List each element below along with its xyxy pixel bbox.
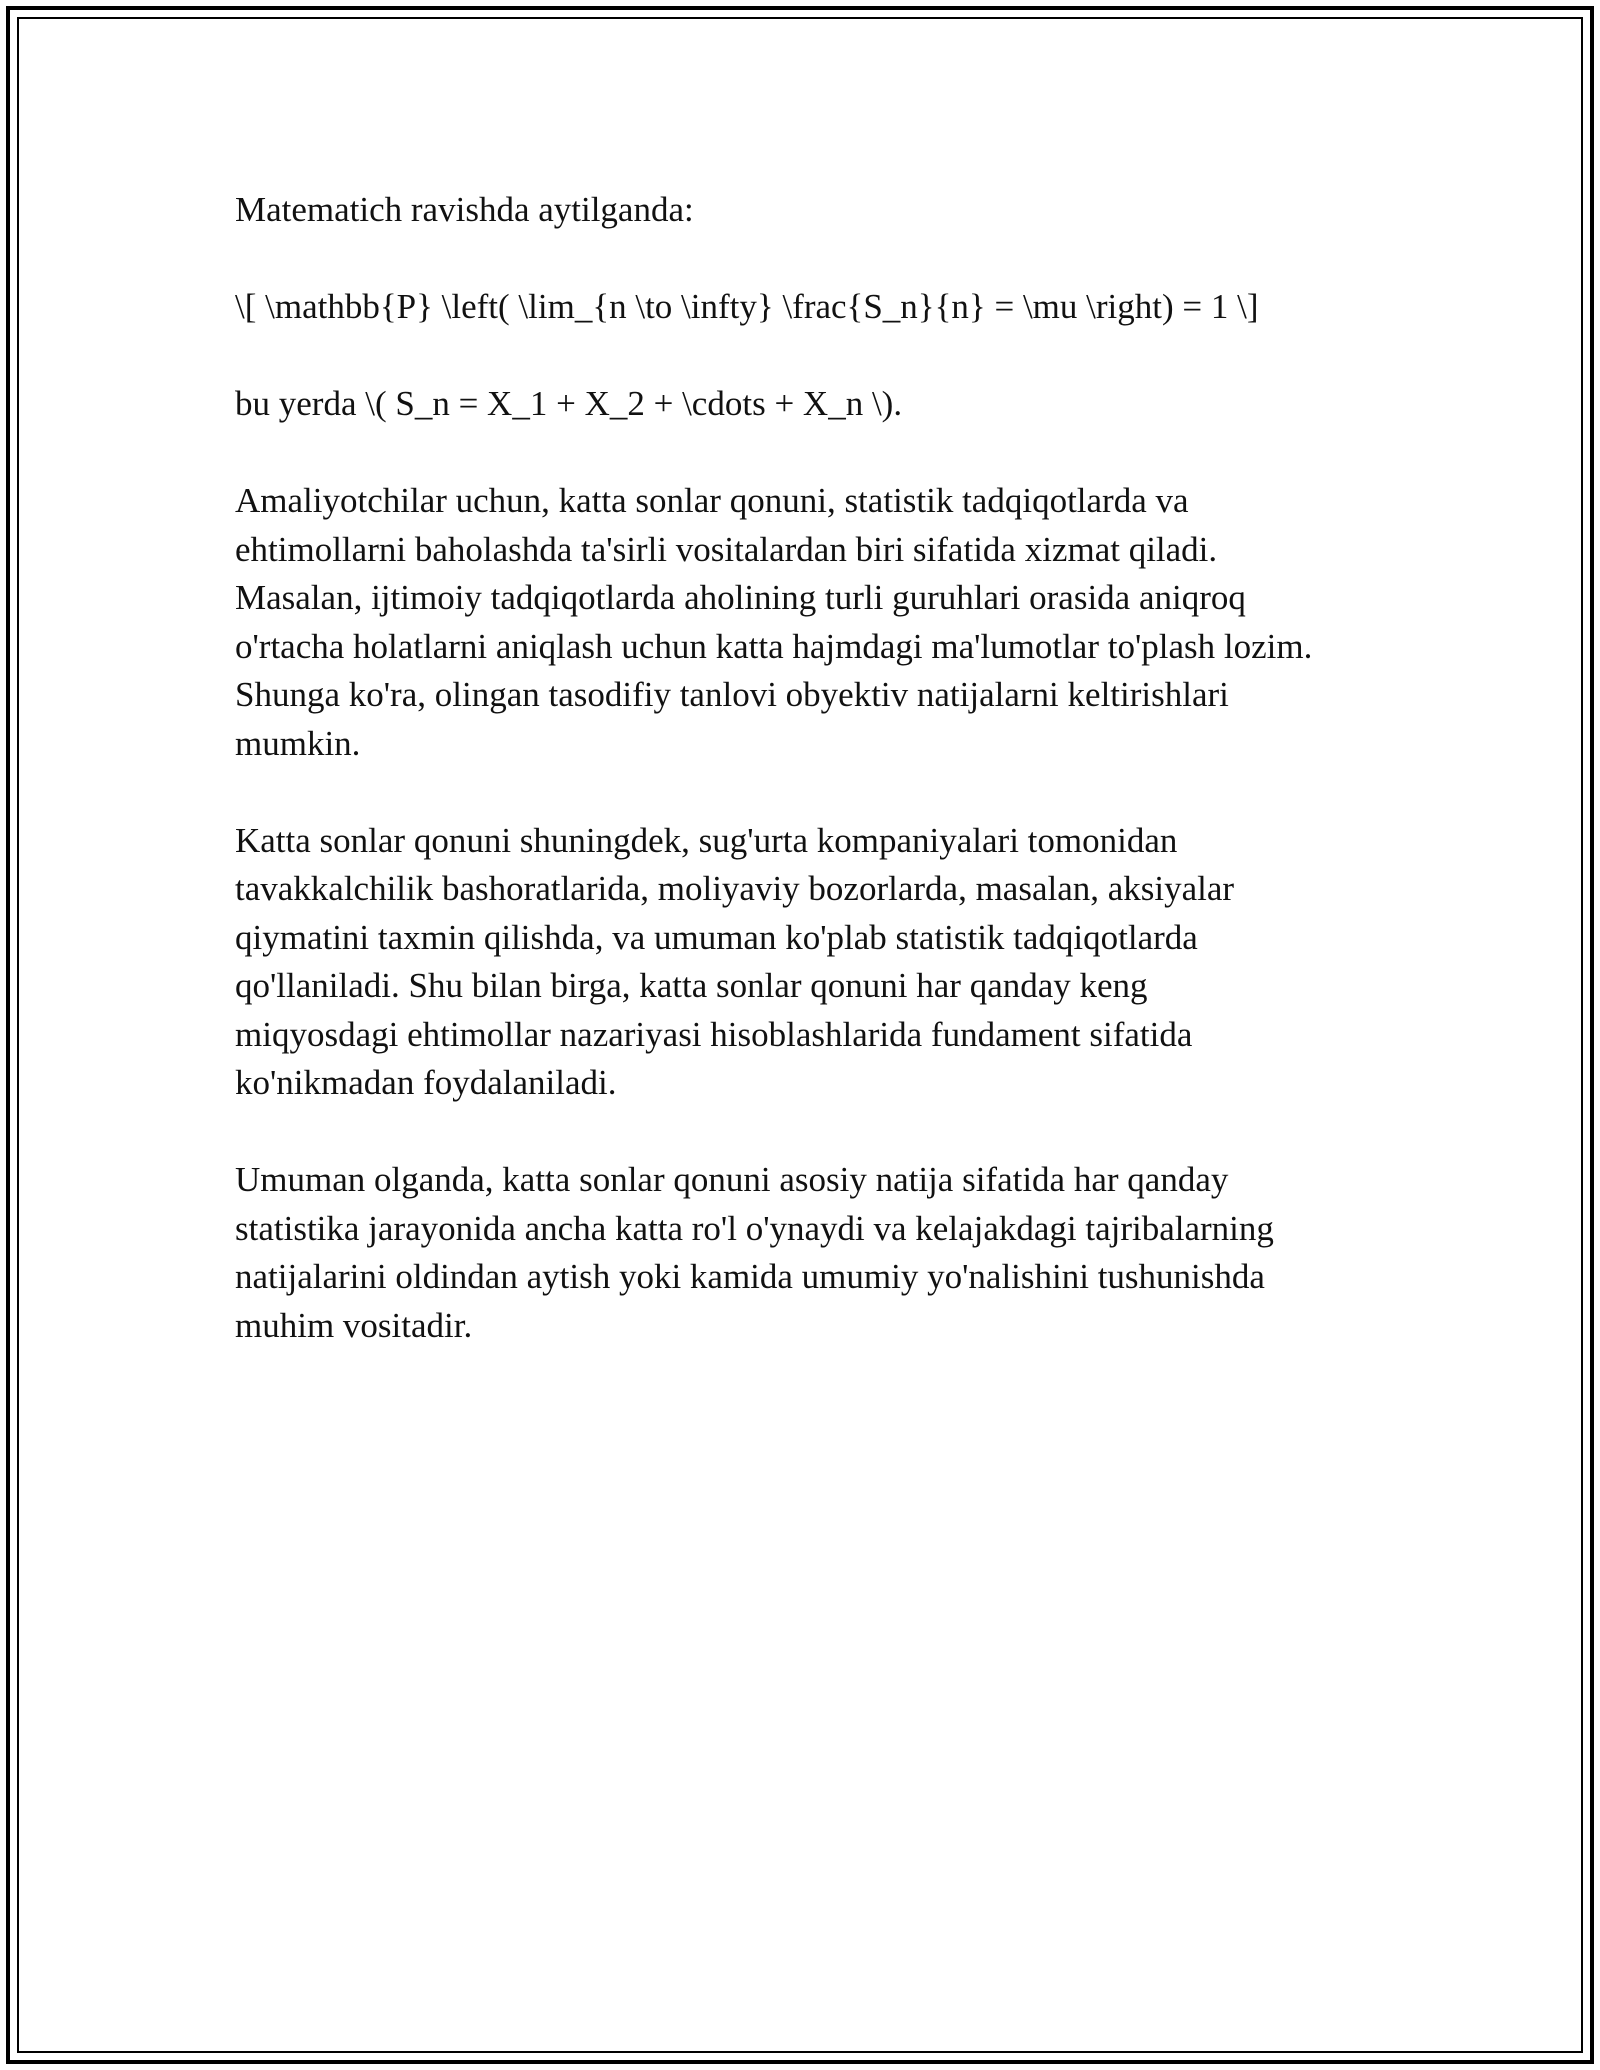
paragraph-conclusion: Umuman olganda, katta sonlar qonuni asosiy natija sifatida har qanday statistika jarayonida ancha katta ro'l o'ynaydi va kelajakdagi tajribalarning natijalarini oldindan aytish yoki kamida umumiy yo'nalishini tushunishda muhim vositadir. <box>235 1160 1274 1345</box>
paragraph-definition: bu yerda \( S_n = X_1 + X_2 + \cdots + X_n \). <box>235 384 903 423</box>
paragraph-intro: Matematich ravishda aytilganda: <box>235 190 694 229</box>
paragraph-practitioners: Amaliyotchilar uchun, katta sonlar qonuni, statistik tadqiqotlarda va ehtimollarni baholashda ta'sirli vositalardan biri sifatida xizmat qiladi. Masalan, ijtimoiy tadqiqotlarda aholining turli guruhlari orasida aniqroq o'rtacha holatlarni aniqlash uchun katta hajmdagi ma'lumotlar to'plash lozim. Shunga ko'ra, olingan tasodifiy tanlovi obyektiv natijalarni keltirishlari mumkin. <box>235 481 1313 763</box>
paragraph-applications: Katta sonlar qonuni shuningdek, sug'urta kompaniyalari tomonidan tavakkalchilik bashoratlarida, moliyaviy bozorlarda, masalan, aksiyalar qiymatini taxmin qilishda, va umuman ko'plab statistik tadqiqotlarda qo'llaniladi. Shu bilan birga, katta sonlar qonuni har qanday keng miqyosdagi ehtimollar nazariyasi hisoblashlarida fundament sifatida ko'nikmadan foydalaniladi. <box>235 820 1235 1102</box>
paragraph-formula: \[ \mathbb{P} \left( \lim_{n \to \infty} \frac{S_n}{n} = \mu \right) = 1 \] <box>235 287 1259 326</box>
document-body <box>235 186 1385 1399</box>
